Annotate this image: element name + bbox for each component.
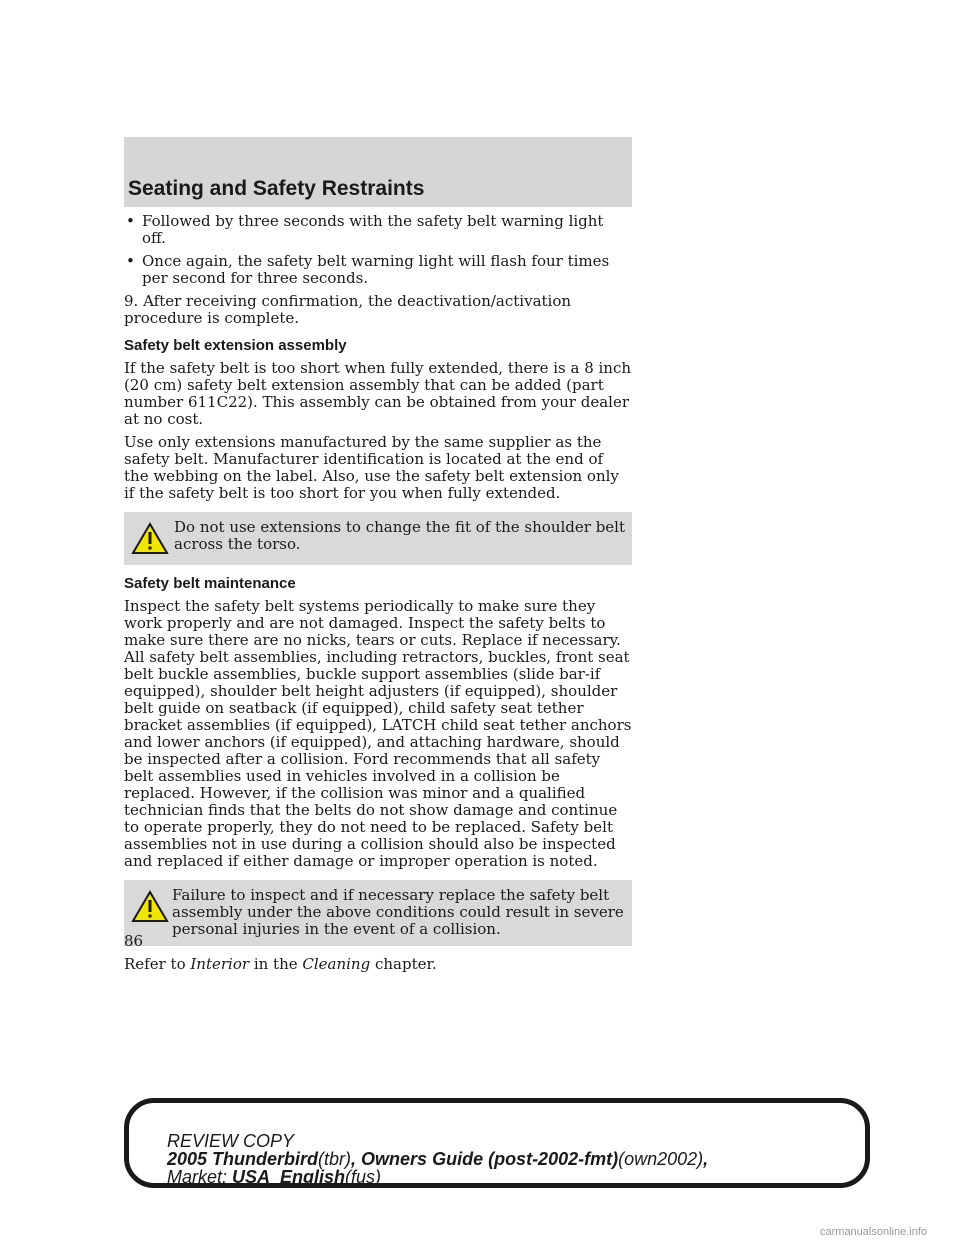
warning-text: Failure to inspect and if necessary replace the safety belt assembly under the above conditions could result in severe personal injuries in the event of a collision.: [172, 886, 624, 938]
list-item: [124, 253, 632, 287]
review-model-line: 2005 Thunderbird(tbr), Owners Guide (post-2002-fmt)(own2002),: [167, 1149, 709, 1169]
paragraph: If the safety belt is too short when fully extended, there is a 8 inch (20 cm) safety belt extension assembly that can be added (part number 611C22). This assembly can be obtained from your dealer at no cost.: [124, 359, 632, 428]
step-9-text: 9. After receiving confirmation, the deactivation/activation procedure is complete.: [124, 292, 572, 327]
ref-interior: Interior: [190, 955, 250, 973]
chapter-title: Seating and Safety Restraints: [128, 177, 425, 200]
review-title: REVIEW COPY: [167, 1131, 295, 1151]
warning-triangle-icon: [130, 889, 170, 925]
page-number: 86: [124, 932, 144, 950]
ref-cleaning: Cleaning: [302, 955, 371, 973]
page-content: [124, 213, 632, 979]
cross-reference: Refer to Interior in the Cleaning chapter.: [124, 955, 437, 973]
bullet-icon: •: [126, 252, 135, 270]
bullet-text: Followed by three seconds with the safety belt warning light off.: [142, 212, 604, 247]
bullet-text: Once again, the safety belt warning light will flash four times per second for three seconds.: [142, 252, 610, 287]
paragraph: Use only extensions manufactured by the same supplier as the safety belt. Manufacturer identification is located at the end of the webbing on the label. Also, use the safety belt extension only if the safety belt is too short for you when fully extended.: [124, 433, 619, 502]
watermark-site: carmanualsonline.info: [820, 1226, 928, 1238]
paragraph: Inspect the safety belt systems periodically to make sure they work properly and are not damaged. Inspect the safety belts to make sure there are no nicks, tears or cuts. Replace if necessary. All safety belt assemblies, including retractors, buckles, front seat belt buckle assemblies, buckle support assemblies (slide bar-if equipped), shoulder belt height adjusters (if equipped), shoulder belt guide on seatback (if equipped), child safety seat tether bracket assemblies (if equipped), LATCH child seat tether anchors and lower anchors (if equipped), and attaching hardware, should be inspected after a collision. Ford recommends that all safety belt assemblies used in vehicles involved in a collision be replaced. However, if the collision was minor and a qualified technician finds that the belts do not show damage and continue to operate properly, they do not need to be replaced. Safety belt assemblies not in use during a collision should also be inspected and replaced if either damage or improper operation is noted.: [124, 597, 632, 870]
section-heading-extension: Safety belt extension assembly: [124, 337, 347, 354]
list-item: [124, 213, 632, 247]
chapter-header-band: [124, 137, 632, 207]
warning-text: Do not use extensions to change the fit of the shoulder belt across the torso.: [174, 518, 625, 553]
bullet-icon: •: [126, 212, 135, 230]
warning-box: [124, 880, 632, 946]
review-copy-box: [124, 1098, 870, 1188]
review-market-line: Market: USA_English(fus): [167, 1167, 382, 1187]
warning-triangle-icon: [130, 521, 170, 557]
section-heading-maintenance: Safety belt maintenance: [124, 575, 296, 592]
warning-box: [124, 512, 632, 565]
